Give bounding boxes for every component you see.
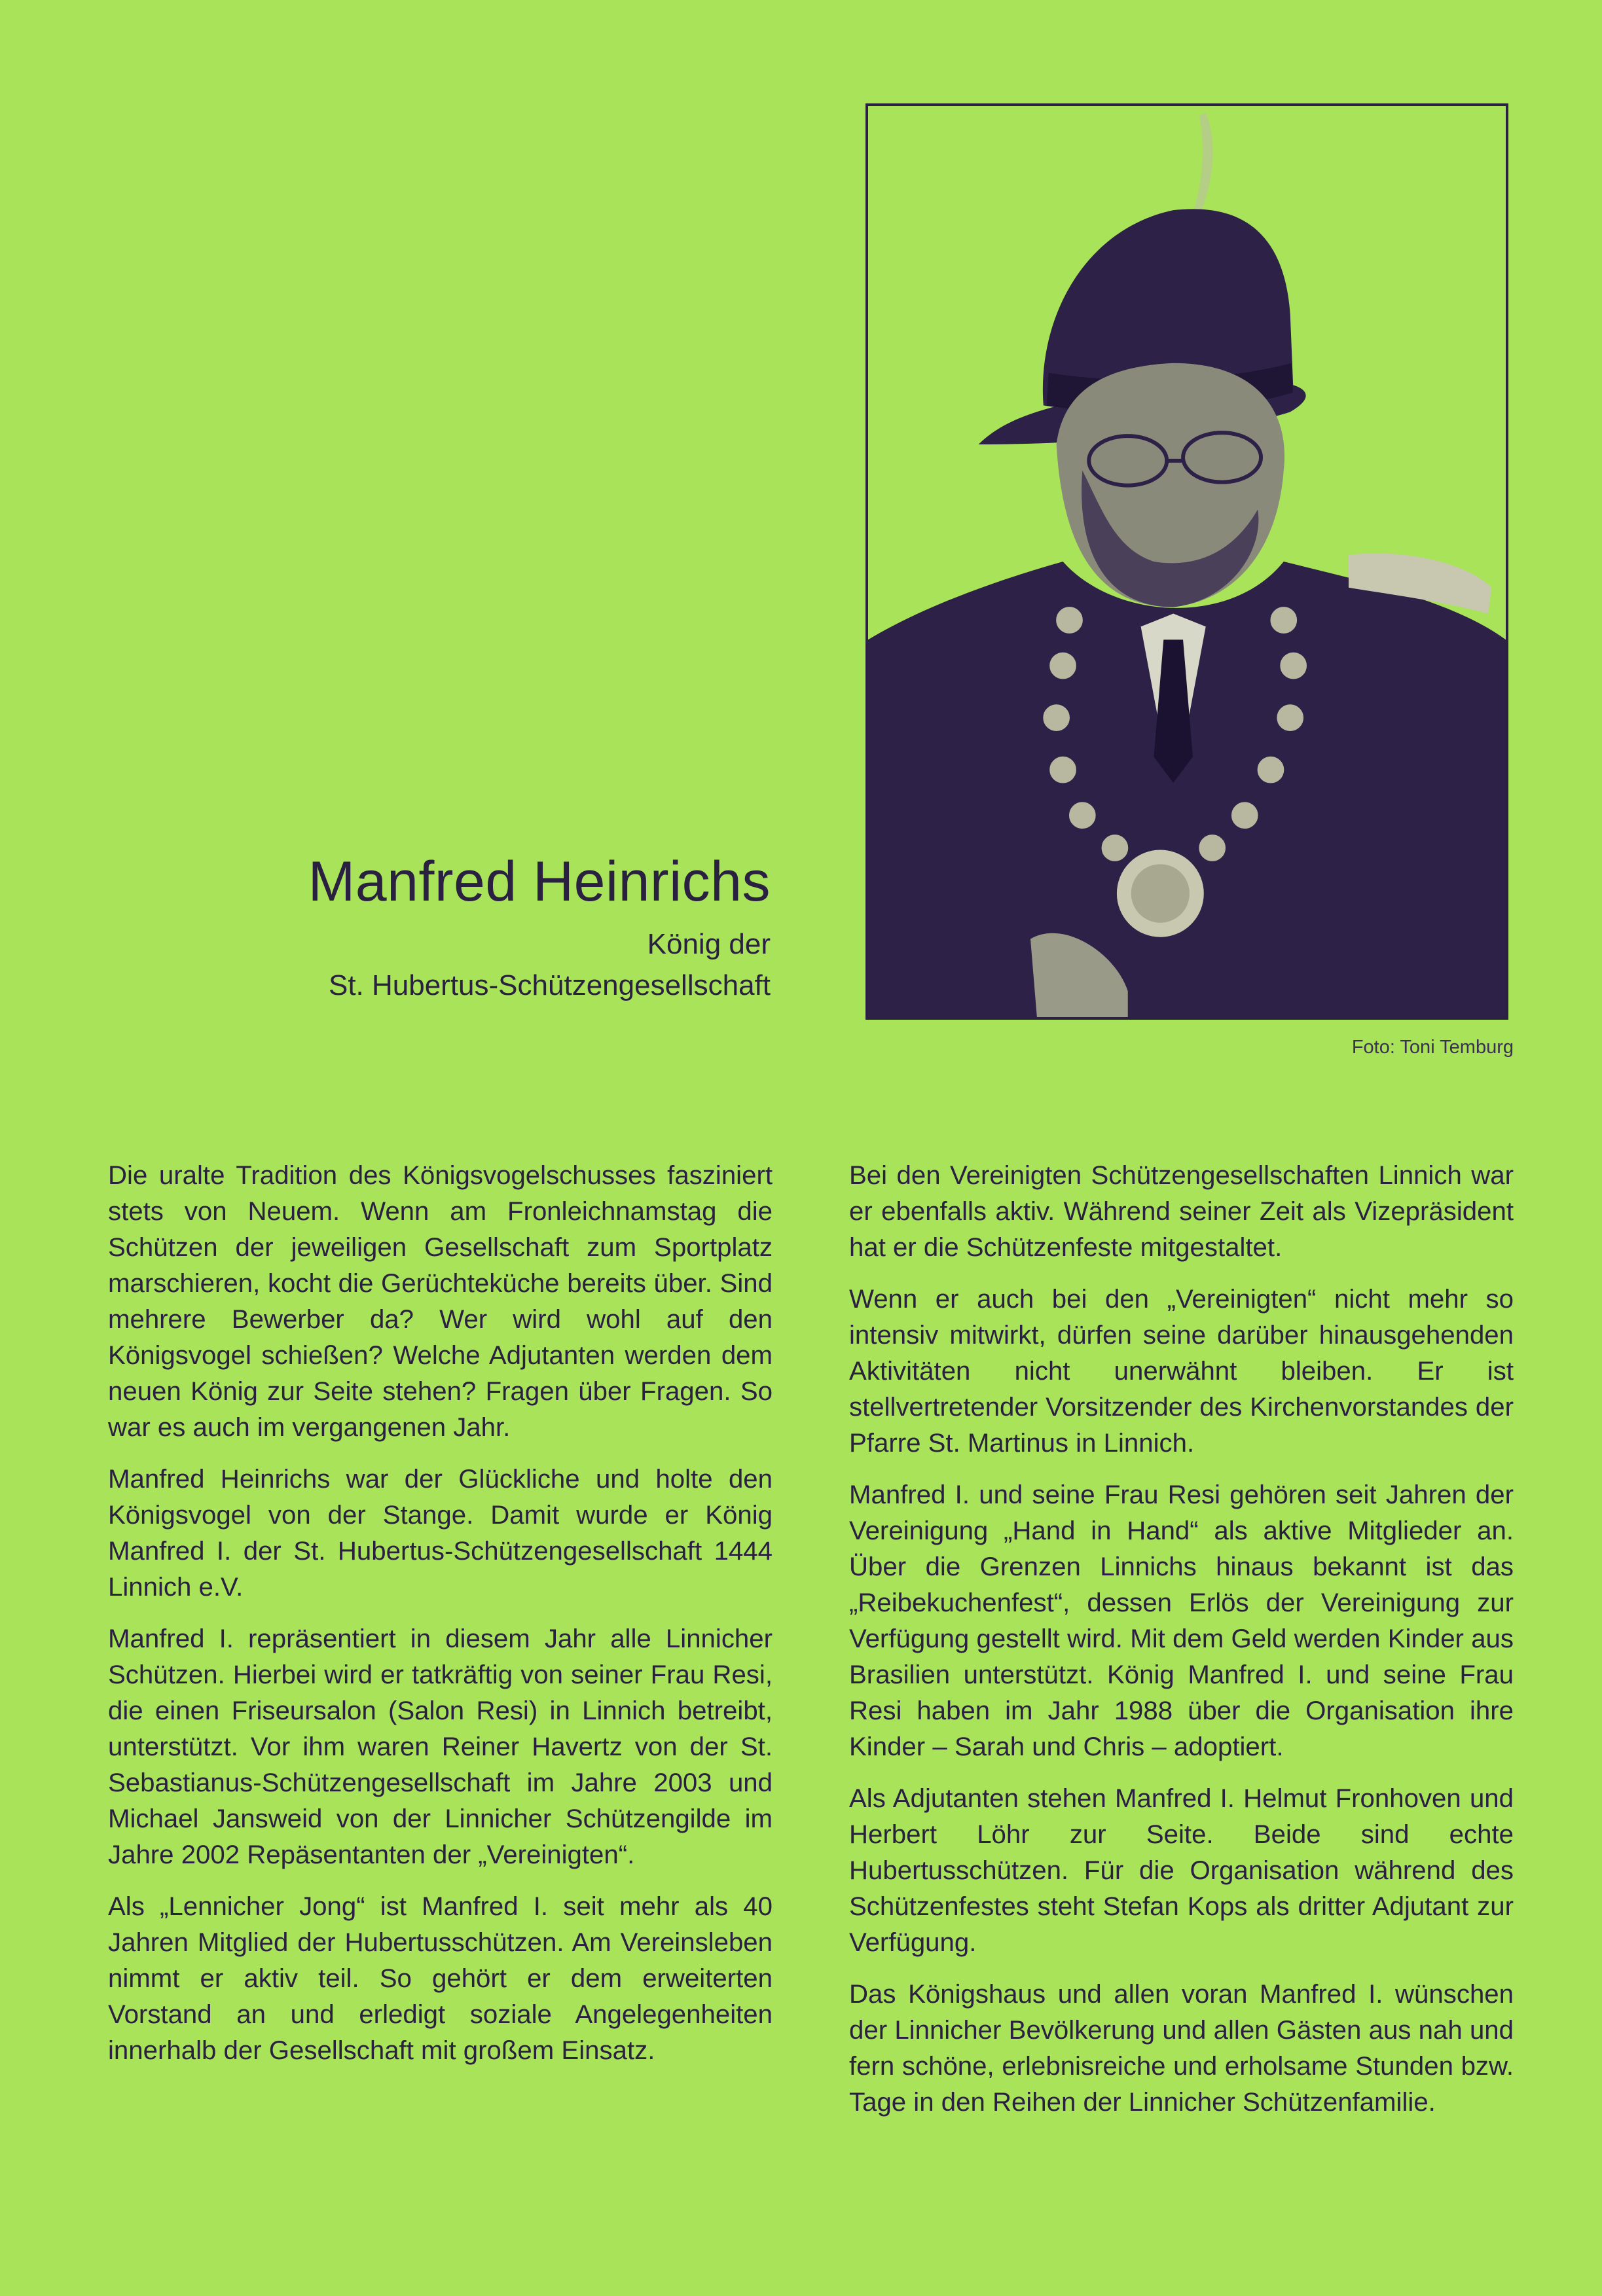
paragraph: Wenn er auch bei den „Vereinigten“ nicht mehr so intensiv mitwirkt, dürfen seine darüber hinausgehenden Aktivitäten nicht unerwähnt bleiben. Er ist stellvertretender Vorsitzender des Kirchenvorstandes der Pfarre St. Martinus in Linnich.	[849, 1284, 1514, 1458]
paragraph: Bei den Vereinigten Schützengesellschaften Linnich war er ebenfalls aktiv. Während seiner Zeit als Vizepräsident hat er die Schützenfeste mitgestaltet.	[849, 1160, 1514, 1262]
photo-credit: Foto: Toni Temburg	[1351, 1037, 1514, 1058]
portrait-photo	[865, 103, 1508, 1020]
person-name: Manfred Heinrichs	[308, 850, 771, 913]
paragraph: Manfred Heinrichs war der Glückliche und holte den Königsvogel von der Stange. Damit wurde er König Manfred I. der St. Hubertus-Schützengesellschaft 1444 Linnich e.V.	[108, 1464, 773, 1602]
role-line-2: St. Hubertus-Schützengesellschaft	[328, 969, 771, 1002]
paragraph: Manfred I. und seine Frau Resi gehören seit Jahren der Vereinigung „Hand in Hand“ als aktive Mitglieder an. Über die Grenzen Linnichs hinaus bekannt ist das „Reibekuchenfest“, dessen Erlös der Vereinigung zur Verfügung gestellt wird. Mit dem Geld werden Kinder aus Brasilien unterstützt. König Manfred I. und seine Frau Resi haben im Jahr 1988 über die Organisation ihre Kinder – Sarah und Chris – adoptiert.	[849, 1480, 1514, 1761]
paragraph: Als „Lennicher Jong“ ist Manfred I. seit mehr als 40 Jahren Mitglied der Hubertusschützen. Am Vereinsleben nimmt er aktiv teil. So gehört er dem erweiterten Vorstand an und erledigt soziale Angelegenheiten innerhalb der Gesellschaft mit großem Einsatz.	[108, 1892, 773, 2065]
paragraph: Die uralte Tradition des Königsvogelschusses fasziniert stets von Neuem. Wenn am Fronleichnamstag die Schützen der jeweiligen Gesellschaft zum Sportplatz marschieren, kocht die Gerüchteküche bereits über. Sind mehrere Bewerber da? Wer wird wohl auf den Königsvogel schießen? Welche Adjutanten werden dem neuen König zur Seite stehen? Fragen über Fragen. So war es auch im vergangenen Jahr.	[108, 1160, 773, 1442]
paragraph: Als Adjutanten stehen Manfred I. Helmut Fronhoven und Herbert Löhr zur Seite. Beide sind echte Hubertusschützen. Für die Organisation während des Schützenfestes steht Stefan Kops als dritter Adjutant zur Verfügung.	[849, 1784, 1514, 1957]
role-line-1: König der	[647, 927, 771, 960]
article-column-right	[849, 1157, 1514, 2136]
title-block	[308, 851, 771, 1007]
paragraph: Das Königshaus und allen voran Manfred I. wünschen der Linnicher Bevölkerung und allen Gästen aus nah und fern schöne, erlebnisreiche und erholsame Stunden bzw. Tage in den Reihen der Linnicher Schützenfamilie.	[849, 1979, 1514, 2117]
article-column-left	[108, 1157, 773, 2084]
paragraph: Manfred I. repräsentiert in diesem Jahr alle Linnicher Schützen. Hierbei wird er tatkräftig von seiner Frau Resi, die einen Friseursalon (Salon Resi) in Linnich betreibt, unterstützt. Vor ihm waren Reiner Havertz von der St. Sebastianus-Schützengesellschaft im Jahre 2003 und Michael Jansweid von der Linnicher Schützengilde im Jahre 2002 Repäsentanten der „Vereinigten“.	[108, 1624, 773, 1869]
portrait-illustration	[868, 106, 1506, 1017]
